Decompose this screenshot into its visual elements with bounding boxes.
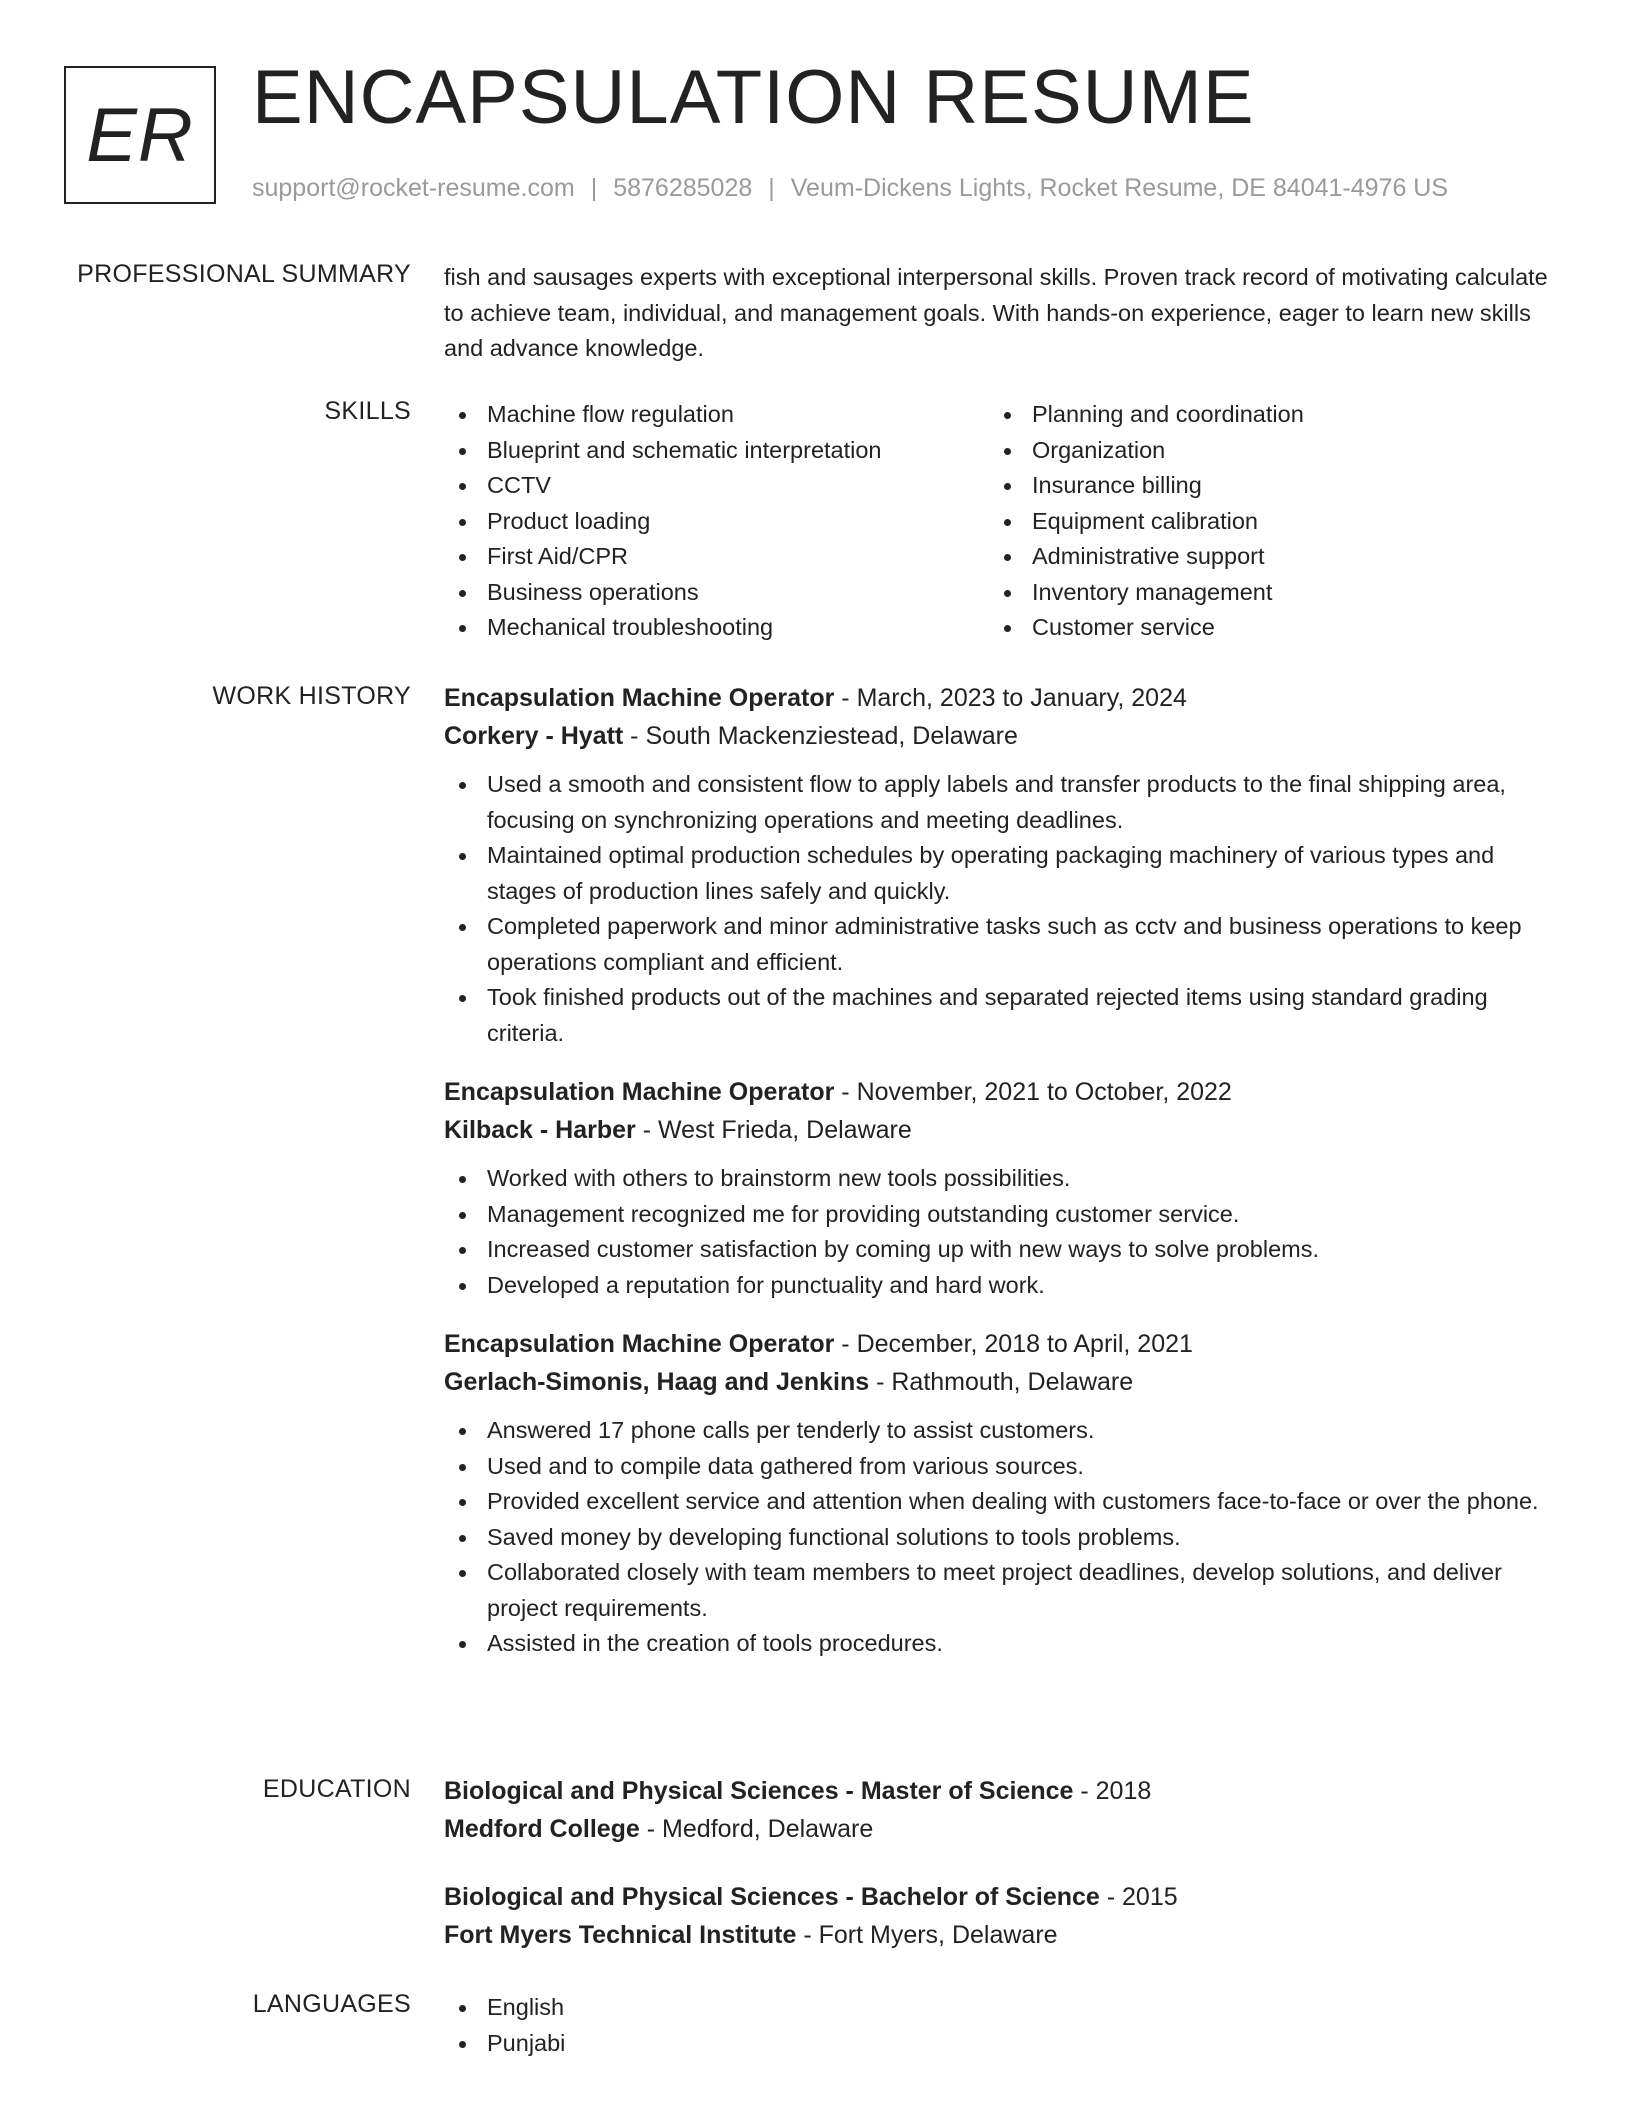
skill-item: Equipment calibration (989, 504, 1534, 540)
skill-item: Inventory management (989, 575, 1534, 611)
education-location: - Fort Myers, Delaware (796, 1921, 1058, 1949)
summary-body (444, 260, 1564, 367)
job-location: - Rathmouth, Delaware (869, 1368, 1134, 1396)
skill-item: Planning and coordination (989, 397, 1534, 433)
job-bullets (444, 767, 1564, 1051)
skill-item: Machine flow regulation (444, 397, 989, 433)
job-bullet: Answered 17 phone calls per tenderly to assist customers. (444, 1413, 1564, 1449)
job-company-line (444, 1363, 1564, 1401)
job-bullet: Worked with others to brainstorm new tools possibilities. (444, 1161, 1564, 1197)
job-bullet: Management recognized me for providing outstanding customer service. (444, 1197, 1564, 1233)
job-company: Corkery - Hyatt (444, 722, 624, 750)
job-company-line (444, 1111, 1564, 1149)
job-company-line (444, 717, 1564, 755)
job-bullet: Developed a reputation for punctuality and hard work. (444, 1268, 1564, 1304)
skill-item: Mechanical troubleshooting (444, 610, 989, 646)
skill-item: Product loading (444, 504, 989, 540)
job-title: Encapsulation Machine Operator (444, 1330, 835, 1358)
job-location: - South Mackenziestead, Delaware (623, 722, 1018, 750)
contact-separator: | (590, 174, 598, 202)
summary-text: fish and sausages experts with exceptional interpersonal skills. Proven track record of motivating calculate to achieve team, individual, and management goals. With hands-on experience, eager to learn new skills and advance knowledge. (444, 264, 1548, 361)
skill-item: Administrative support (989, 539, 1534, 575)
contact-address: Veum-Dickens Lights, Rocket Resume, DE 84041-4976 US (790, 174, 1449, 202)
education-school: Fort Myers Technical Institute (444, 1921, 797, 1949)
skill-item: Business operations (444, 575, 989, 611)
job-company: Gerlach-Simonis, Haag and Jenkins (444, 1368, 870, 1396)
language-item: Punjabi (444, 2026, 1564, 2062)
contact-line (252, 174, 1448, 203)
education-degree: Biological and Physical Sciences - Bachelor of Science (444, 1883, 1100, 1911)
monogram-box (64, 66, 216, 204)
languages-body (444, 1990, 1564, 2061)
contact-email[interactable]: support@rocket-resume.com (252, 174, 575, 202)
section-label-skills: SKILLS (324, 397, 411, 425)
skill-item: Customer service (989, 610, 1534, 646)
job-location: - West Frieda, Delaware (635, 1116, 912, 1144)
skills-grid (444, 397, 1564, 646)
contact-separator: | (768, 174, 775, 202)
education-location: - Medford, Delaware (639, 1815, 874, 1843)
education-degree-line (444, 1772, 1564, 1810)
work-history-body (444, 679, 1564, 1684)
job-title: Encapsulation Machine Operator (444, 684, 835, 712)
monogram-initials: ER (86, 92, 194, 178)
skill-item: CCTV (444, 468, 989, 504)
section-label-languages: LANGUAGES (252, 1990, 411, 2018)
language-item: English (444, 1990, 1564, 2026)
job-bullet: Used and to compile data gathered from various sources. (444, 1449, 1564, 1485)
job-title-line (444, 1325, 1564, 1363)
job-company: Kilback - Harber (444, 1116, 636, 1144)
job-bullets (444, 1413, 1564, 1662)
skills-column-left (444, 397, 989, 646)
job-bullet: Provided excellent service and attention when dealing with customers face-to-face or over the phone. (444, 1484, 1564, 1520)
job-title: Encapsulation Machine Operator (444, 1078, 835, 1106)
job-entry (444, 1073, 1564, 1303)
education-body (444, 1772, 1564, 1984)
job-dates: - November, 2021 to October, 2022 (834, 1078, 1232, 1106)
skill-item: Blueprint and schematic interpretation (444, 433, 989, 469)
section-label-work-history: WORK HISTORY (212, 682, 411, 710)
job-bullet: Assisted in the creation of tools procedures. (444, 1626, 1564, 1662)
job-bullet: Completed paperwork and minor administrative tasks such as cctv and business operations to keep operations compliant and efficient. (444, 909, 1564, 980)
languages-list (444, 1990, 1564, 2061)
education-entry (444, 1772, 1564, 1848)
education-year: - 2018 (1073, 1777, 1152, 1805)
job-entry (444, 1325, 1564, 1662)
education-school: Medford College (444, 1815, 640, 1843)
job-bullet: Increased customer satisfaction by coming up with new ways to solve problems. (444, 1232, 1564, 1268)
skill-item: First Aid/CPR (444, 539, 989, 575)
education-degree-line (444, 1878, 1564, 1916)
education-degree: Biological and Physical Sciences - Master of Science (444, 1777, 1074, 1805)
job-title-line (444, 1073, 1564, 1111)
education-entry (444, 1878, 1564, 1954)
job-bullet: Maintained optimal production schedules by operating packaging machinery of various types and stages of production lines safely and quickly. (444, 838, 1564, 909)
contact-phone[interactable]: 5876285028 (613, 174, 753, 202)
job-dates: - March, 2023 to January, 2024 (834, 684, 1187, 712)
resume-name: ENCAPSULATION RESUME (252, 55, 1255, 140)
skill-item: Insurance billing (989, 468, 1534, 504)
job-bullets (444, 1161, 1564, 1303)
job-bullet: Saved money by developing functional solutions to tools problems. (444, 1520, 1564, 1556)
job-dates: - December, 2018 to April, 2021 (834, 1330, 1193, 1358)
education-school-line (444, 1810, 1564, 1848)
skills-column-right (989, 397, 1534, 646)
job-title-line (444, 679, 1564, 717)
job-bullet: Used a smooth and consistent flow to apply labels and transfer products to the final shipping area, focusing on synchronizing operations and meeting deadlines. (444, 767, 1564, 838)
job-entry (444, 679, 1564, 1051)
education-year: - 2015 (1099, 1883, 1178, 1911)
job-bullet: Collaborated closely with team members to meet project deadlines, develop solutions, and deliver project requirements. (444, 1555, 1564, 1626)
education-school-line (444, 1916, 1564, 1954)
section-label-education: EDUCATION (262, 1775, 411, 1803)
section-label-summary: PROFESSIONAL SUMMARY (77, 260, 411, 288)
skill-item: Organization (989, 433, 1534, 469)
job-bullet: Took finished products out of the machines and separated rejected items using standard grading criteria. (444, 980, 1564, 1051)
